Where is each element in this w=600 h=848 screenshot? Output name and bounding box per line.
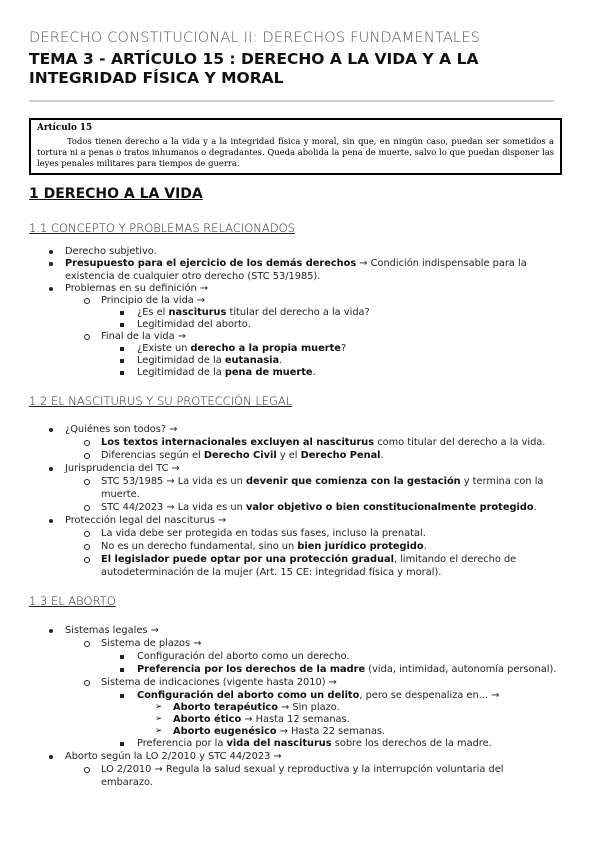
section-heading: 1 DERECHO A LA VIDA <box>29 186 203 202</box>
list-item: La vida debe ser protegida en todas sus fases, incluso la prenatal. <box>101 528 426 539</box>
list-item: STC 44/2023 → La vida es un valor objetivo o bien constitucionalmente protegido. <box>101 502 537 513</box>
list-item: Aborto según la LO 2/2010 y STC 44/2023 → <box>65 751 282 762</box>
list-item: Configuración del aborto como un delito, pero se despenaliza en... → <box>137 690 500 701</box>
list-item: STC 53/1985 → La vida es un devenir que comienza con la gestación y termina con la muerte. <box>101 476 556 501</box>
course-name: DERECHO CONSTITUCIONAL II: DERECHOS FUNDAMENTALES <box>29 30 480 46</box>
list-item: Diferencias según el Derecho Civil y el Derecho Penal. <box>101 450 384 461</box>
article-text: Todos tienen derecho a la vida y a la integridad física y moral, sin que, en ningún caso, puedan ser sometidos a tortura ni a penas o tratos inhumanos o degradantes. Queda abolida la pena de muerte, salvo lo que puedan disponer las leyes penales militares para tiempos de guerra. <box>37 136 554 168</box>
list-item: Derecho subjetivo. <box>65 246 157 257</box>
list-item: Protección legal del nasciturus → <box>65 515 227 526</box>
subsection-heading-1-3: 1.3 EL ABORTO <box>29 594 116 608</box>
list-item: Los textos internacionales excluyen al nasciturus como titular del derecho a la vida. <box>101 437 546 448</box>
subsection-heading-1-2: 1.2 EL NASCITURUS Y SU PROTECCIÓN LEGAL <box>29 394 293 408</box>
list-item: LO 2/2010 → Regula la salud sexual y reproductiva y la interrupción voluntaria del embarazo. <box>101 764 556 789</box>
list-item: No es un derecho fundamental, sino un bien jurídico protegido. <box>101 541 427 552</box>
list-item: ¿Existe un derecho a la propia muerte? <box>137 343 347 354</box>
list-item: Preferencia por los derechos de la madre (vida, intimidad, autonomía personal). <box>137 664 557 675</box>
page-title: TEMA 3 - ARTÍCULO 15 : DERECHO A LA VIDA Y A LA INTEGRIDAD FÍSICA Y MORAL <box>29 50 479 87</box>
list-item: Legitimidad de la pena de muerte. <box>137 367 316 378</box>
list-item: El legislador puede optar por una protección gradual, limitando el derecho de autodeterminación de la mujer (Art. 15 CE: integridad física y moral). <box>101 554 556 579</box>
list-item: Jurisprudencia del TC → <box>65 463 180 474</box>
article-box <box>29 118 562 175</box>
subsection-heading-1-1: 1.1 CONCEPTO Y PROBLEMAS RELACIONADOS <box>29 221 295 235</box>
list-item: Presupuesto para el ejercicio de los demás derechos → Condición indispensable para la existencia de cualquier otro derecho (STC 53/1985). <box>65 258 555 283</box>
list-item: Sistema de indicaciones (vigente hasta 2010) → <box>101 677 337 688</box>
list-item: ➢ Aborto eugenésico → Hasta 22 semanas. <box>173 726 385 739</box>
article-title: Artículo 15 <box>37 123 93 133</box>
list-item: Principio de la vida → <box>101 295 206 306</box>
list-item: Problemas en su definición → <box>65 283 209 294</box>
list-item: Legitimidad del aborto. <box>137 319 251 330</box>
list-item: Sistema de plazos → <box>101 638 202 649</box>
list-item: Sistemas legales → <box>65 625 159 636</box>
list-item: Configuración del aborto como un derecho. <box>137 651 350 662</box>
list-item: ¿Quiénes son todos? → <box>65 424 178 435</box>
list-item: ➢ Aborto terapéutico → Sin plazo. <box>173 702 340 715</box>
list-item: ¿Es el nasciturus titular del derecho a la vida? <box>137 307 370 318</box>
list-item: Legitimidad de la eutanasia. <box>137 355 283 366</box>
list-item: ➢ Aborto ético → Hasta 12 semanas. <box>173 714 350 727</box>
title-divider <box>29 100 554 102</box>
list-item: Preferencia por la vida del nasciturus sobre los derechos de la madre. <box>137 738 492 749</box>
list-item: Final de la vida → <box>101 331 186 342</box>
